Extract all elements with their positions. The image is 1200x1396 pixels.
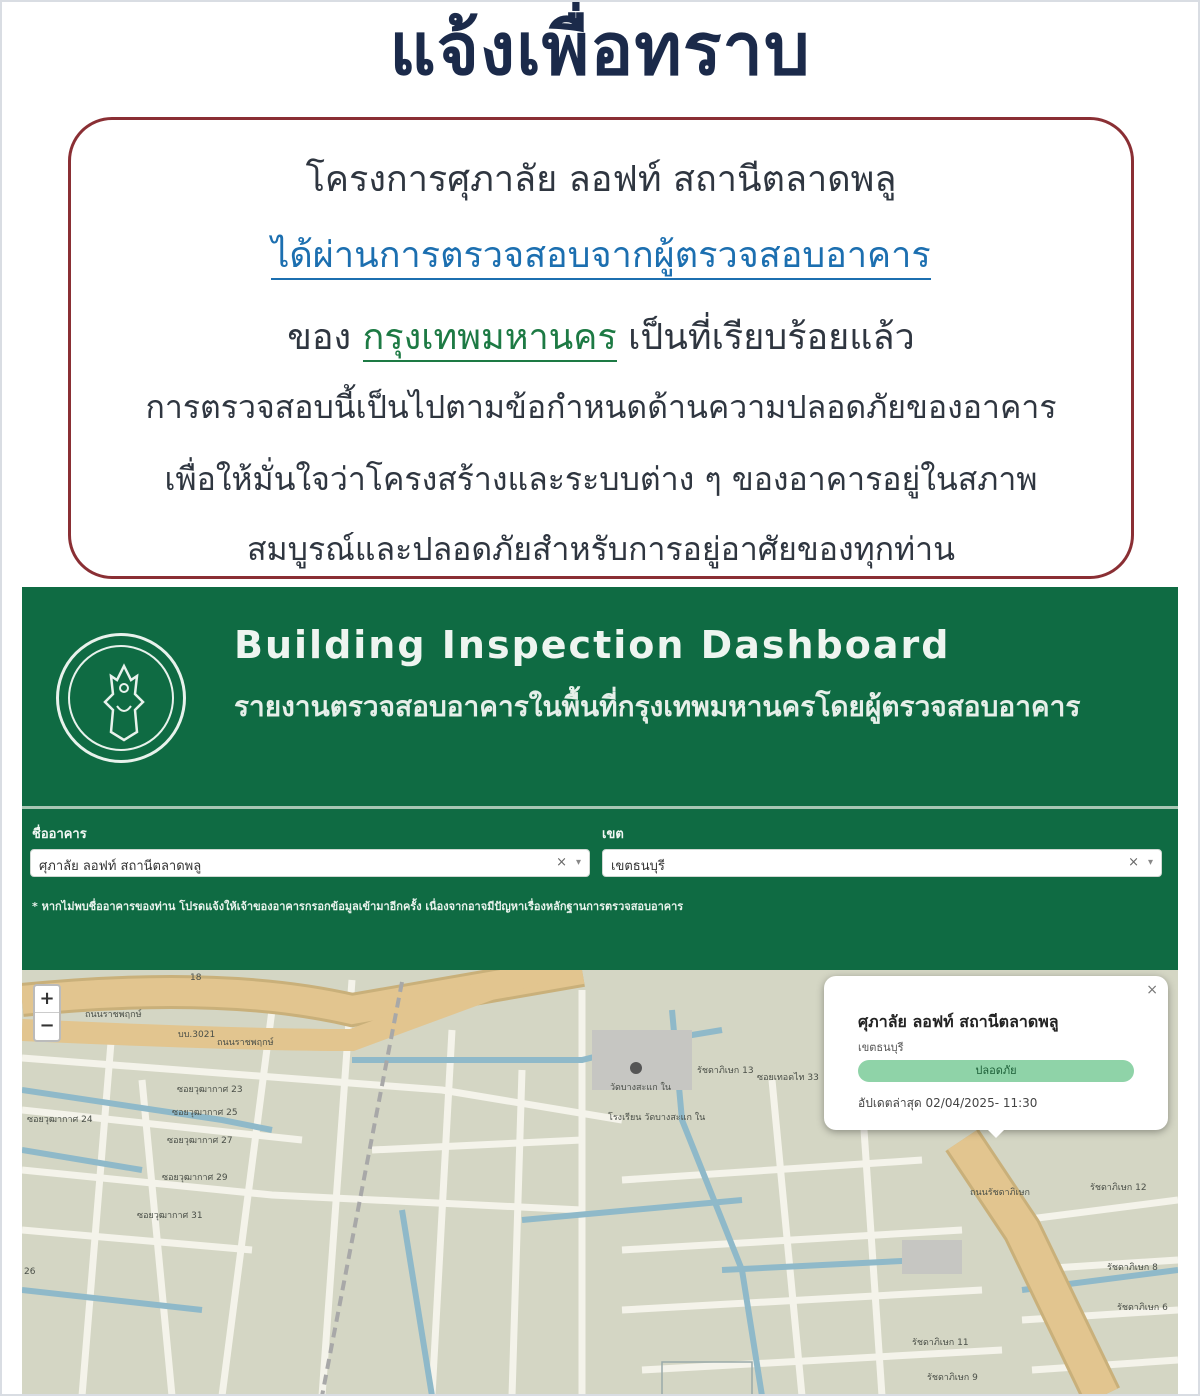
map-label: ซอยวุฒากาศ 27 [167,1136,233,1146]
zoom-out-button[interactable]: − [39,1015,55,1036]
popup-tip [984,1126,1008,1138]
map-label: ซอยเทอดไท 33 [757,1073,819,1083]
notice-detail-line-2: เพื่อให้มั่นใจว่าโครงสร้างและระบบต่าง ๆ ของอาคารอยู่ในสภาพ [164,460,1038,498]
dashboard-title: Building Inspection Dashboard [234,623,951,667]
notice-detail-line-3: สมบูรณ์และปลอดภัยสำหรับการอยู่อาศัยของทุกท่าน [247,530,955,568]
dashboard [22,587,1178,1396]
notice-box [68,117,1134,579]
popup-district: เขตธนบุรี [858,1041,904,1054]
building-select-value: ศุภาลัย ลอฟท์ สถานีตลาดพลู [39,859,202,874]
filter-note: * หากไม่พบชื่ออาคารของท่าน โปรดแจ้งให้เจ้าของอาคารกรอกข้อมูลเข้ามาอีกครั้ง เนื่องจากอาจมีปัญหาเรื่องหลักฐานการตรวจสอบอาคาร [32,900,684,913]
building-filter-label: ชื่ออาคาร [32,827,87,842]
map-label: ซอยวุฒากาศ 24 [27,1115,93,1125]
popup-building-name: ศุภาลัย ลอฟท์ สถานีตลาดพลู [858,1012,1059,1031]
close-icon[interactable]: × [1146,982,1158,998]
map-label: รัชดาภิเษก 11 [912,1338,969,1348]
status-badge: ปลอดภัย [858,1060,1134,1082]
map-label: บบ.3021 [178,1030,216,1040]
map-view[interactable] [22,970,1178,1396]
map-label: ถนนราชพฤกษ์ [217,1038,274,1048]
chevron-down-icon[interactable]: ▾ [1147,857,1153,868]
map-label: ซอยวุฒากาศ 31 [137,1211,203,1221]
notice-detail-line-1: การตรวจสอบนี้เป็นไปตามข้อกำหนดด้านความปลอดภัยของอาคาร [145,388,1057,426]
temple-marker-icon [630,1062,642,1074]
dashboard-header [22,587,1178,807]
district-select-value: เขตธนบุรี [611,859,665,874]
notice-org-prefix: ของ [287,317,363,358]
map-label: วัดบางสะแก ใน [610,1083,672,1093]
notice-org-line [71,308,1131,365]
filters-panel [22,809,1178,969]
map-label: รัชดาภิเษก 6 [1117,1303,1168,1313]
map-label: รัชดาภิเษก 8 [1107,1263,1158,1273]
district-clear-icon[interactable]: × [1128,855,1139,870]
map-label: ซอยวุฒากาศ 25 [172,1108,238,1118]
notice-project-line: โครงการศุภาลัย ลอฟท์ สถานีตลาดพลู [305,159,897,200]
block-building [902,1240,962,1274]
bma-logo [56,633,186,763]
notice-passed-link[interactable]: ได้ผ่านการตรวจสอบจากผู้ตรวจสอบอาคาร [271,235,930,280]
notice-passed-line [71,226,1131,283]
building-popup [824,976,1168,1130]
map-label: รัชดาภิเษก 9 [927,1373,978,1383]
district-filter-label: เขต [602,827,624,842]
chevron-down-icon[interactable]: ▾ [575,857,581,868]
building-select[interactable] [30,849,590,877]
map-label: รัชดาภิเษก 13 [697,1066,754,1076]
map-label: 18 [190,973,202,983]
notice-org-link[interactable]: กรุงเทพมหานคร [363,317,617,362]
dashboard-subtitle: รายงานตรวจสอบอาคารในพื้นที่กรุงเทพมหานครโดยผู้ตรวจสอบอาคาร [234,690,1081,723]
map-label: 26 [24,1267,36,1277]
map-label: โรงเรียน วัดบางสะแก ใน [608,1113,706,1123]
map-label: รัชดาภิเษก 12 [1090,1183,1147,1193]
building-clear-icon[interactable]: × [556,855,567,870]
map-label: ซอยวุฒากาศ 23 [177,1085,243,1095]
zoom-control [33,984,61,1042]
district-select[interactable] [602,849,1162,877]
map-label: ซอยวุฒากาศ 29 [162,1173,228,1183]
map-label: ถนนรัชดาภิเษก [970,1188,1030,1198]
zoom-in-button[interactable]: + [35,986,59,1013]
bma-emblem-icon [59,636,189,766]
notice-title: แจ้งเพื่อทราบ [389,7,811,91]
popup-updated: อัปเดตล่าสุด 02/04/2025- 11:30 [858,1096,1038,1110]
notice-org-suffix: เป็นที่เรียบร้อยแล้ว [616,317,915,358]
map-label: ถนนราชพฤกษ์ [85,1010,142,1020]
